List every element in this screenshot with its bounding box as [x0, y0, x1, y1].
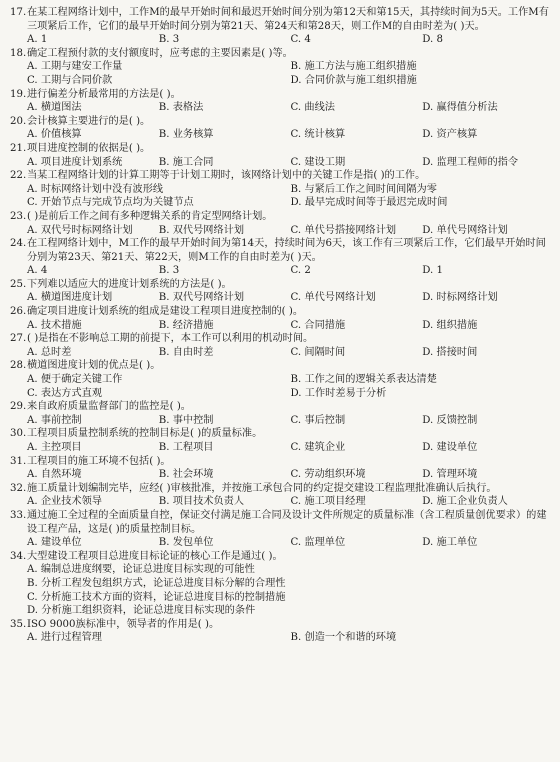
option-d: D. 监理工程师的指令 [422, 156, 519, 168]
option-d: D. 管理环境 [422, 469, 478, 481]
question-number: 25. [10, 278, 27, 290]
options [10, 291, 554, 305]
option-d: D. 建设单位 [422, 442, 478, 453]
option-b: B. 发包单位 [158, 537, 214, 549]
option-d: D. 单代号网络计划 [422, 224, 508, 236]
option-b: B. 工程项目 [158, 442, 214, 453]
option-a: A. 自然环境 [27, 469, 82, 481]
question-21 [10, 142, 554, 169]
question-stem [10, 332, 554, 346]
option-b: B. 创造一个和谐的环境 [290, 632, 397, 644]
option-b: B. 自由时差 [158, 346, 214, 358]
option-d: D. 资产核算 [422, 129, 478, 141]
question-stem [10, 482, 554, 496]
option-c: C. 劳动组织环境 [290, 469, 366, 481]
option-c: C. 建筑企业 [290, 442, 346, 453]
option-a: A. 主控项目 [27, 442, 82, 453]
question-text: 施工质量计划编制完毕，应经( )审核批准，并按施工承包合同的约定提交建设工程监理批准确认后执行。 [27, 482, 497, 494]
question-number: 35. [10, 618, 27, 630]
option-d: D. 施工单位 [422, 537, 478, 549]
option-d: D. 赢得值分析法 [422, 102, 498, 114]
options [10, 536, 554, 550]
question-text: ( )是前后工作之间有多种逻辑关系的肯定型网络计划。 [27, 210, 273, 222]
option-b: B. 双代号网络计划 [158, 224, 245, 236]
question-text: 确定项目进度计划系统的组成是建设工程项目进度控制的( )。 [27, 306, 304, 318]
option-a: A. 横道图进度计划 [27, 292, 113, 304]
options [10, 563, 554, 617]
question-number: 17. [10, 7, 27, 18]
option-a: A. 工期与建安工作量 [27, 61, 123, 73]
option-d: D. 时标网络计划 [422, 292, 498, 304]
question-text: 通过施工全过程的全面质量自控，保证交付满足施工合同及设计文件所规定的质量标准（含工程质量创优要求）的建设工程产品，这是( )的质量控制目标。 [27, 509, 547, 535]
options [10, 319, 554, 333]
options [10, 156, 554, 170]
option-c: C. 合同措施 [290, 319, 346, 331]
question-text: 大型建设工程项目总进度目标论证的核心工作是通过( )。 [27, 550, 283, 562]
question-number: 23. [10, 210, 27, 222]
options [10, 468, 554, 482]
option-c: C. 单代号搭接网络计划 [290, 224, 397, 236]
question-33 [10, 509, 554, 550]
options [10, 441, 554, 455]
question-text: 在某工程网络计划中，工作M的最早开始时间和最迟开始时间分别为第12天和第15天，其持续时间为5天。工作M有三项紧后工作，它们的最早开始时间分别为第21天、第24天和第28天，则工作M的自由时差为( )天。 [27, 7, 549, 32]
option-b: B. 事中控制 [158, 414, 214, 426]
question-19 [10, 88, 554, 115]
options [10, 631, 554, 645]
question-number: 19. [10, 88, 27, 100]
option-c: C. 分析施工技术方面的资料，论证总进度目标的控制措施 [27, 591, 286, 603]
question-text: 工程项目的施工环境不包括( )。 [27, 455, 171, 467]
question-stem [10, 88, 554, 102]
question-27 [10, 332, 554, 359]
option-b: B. 经济措施 [158, 319, 214, 331]
question-31 [10, 455, 554, 482]
option-a: A. 技术措施 [27, 319, 82, 331]
question-number: 31. [10, 455, 27, 467]
question-stem [10, 6, 554, 33]
option-b: B. 社会环境 [158, 469, 214, 481]
question-stem [10, 210, 554, 224]
question-number: 34. [10, 550, 27, 562]
question-text: 确定工程预付款的支付额度时，应考虑的主要因素是( )等。 [27, 47, 293, 59]
question-35 [10, 618, 554, 645]
question-stem [10, 47, 554, 61]
option-b: B. 工作之间的逻辑关系表达清楚 [290, 374, 437, 386]
question-number: 26. [10, 306, 27, 318]
options [10, 224, 554, 238]
option-d: D. 搭接时间 [422, 346, 478, 358]
question-text: 会计核算主要进行的是( )。 [27, 115, 151, 127]
option-a: A. 价值核算 [27, 129, 82, 141]
option-a: A. 项目进度计划系统 [27, 156, 123, 168]
question-stem [10, 550, 554, 564]
question-number: 24. [10, 238, 27, 250]
question-number: 18. [10, 47, 27, 59]
question-28 [10, 359, 554, 400]
option-a: A. 事前控制 [27, 414, 82, 426]
option-a: A. 进行过程管理 [27, 632, 102, 644]
question-text: ISO 9000族标准中，领导者的作用是( )。 [27, 618, 220, 630]
question-number: 21. [10, 142, 27, 154]
question-number: 28. [10, 360, 27, 372]
question-stem [10, 237, 554, 264]
option-b: B. 施工合同 [158, 156, 214, 168]
option-c: C. 4 [290, 34, 311, 46]
question-29 [10, 400, 554, 427]
question-25 [10, 278, 554, 305]
options [10, 101, 554, 115]
question-stem [10, 115, 554, 129]
question-30 [10, 427, 554, 454]
question-23 [10, 210, 554, 237]
question-number: 30. [10, 428, 27, 440]
option-c: C. 2 [290, 265, 311, 277]
option-c: C. 间隔时间 [290, 346, 346, 358]
option-d: D. 分析施工组织资料，论证总进度目标实现的条件 [27, 605, 256, 617]
option-b: B. 3 [158, 265, 180, 277]
question-number: 32. [10, 482, 27, 494]
option-a: A. 便于确定关键工作 [27, 374, 123, 386]
options [10, 183, 554, 210]
option-b: B. 业务核算 [158, 129, 214, 141]
question-text: 当某工程网络计划的计算工期等于计划工期时，该网络计划中的关键工作是指( )的工作。 [27, 170, 426, 182]
option-c: C. 统计核算 [290, 129, 346, 141]
option-b: B. 表格法 [158, 102, 204, 114]
question-18 [10, 47, 554, 88]
option-b: B. 双代号网络计划 [158, 292, 245, 304]
options [10, 373, 554, 400]
option-a: A. 双代号时标网络计划 [27, 224, 133, 236]
option-c: C. 开始节点与完成节点均为关键节点 [27, 197, 194, 209]
question-22 [10, 169, 554, 210]
question-number: 29. [10, 401, 27, 413]
option-d: D. 最早完成时间等于最迟完成时间 [290, 197, 448, 209]
option-a: A. 4 [27, 265, 48, 277]
question-stem [10, 359, 554, 373]
question-stem [10, 427, 554, 441]
question-number: 22. [10, 170, 27, 182]
option-a: A. 横道图法 [27, 102, 82, 114]
option-c: C. 单代号网络计划 [290, 292, 376, 304]
option-a: A. 总时差 [27, 346, 72, 358]
option-c: C. 曲线法 [290, 102, 335, 114]
question-stem [10, 400, 554, 414]
option-c: C. 表达方式直观 [27, 387, 103, 399]
option-d: D. 工作时差易于分析 [290, 387, 387, 399]
question-number: 20. [10, 115, 27, 127]
question-26 [10, 305, 554, 332]
question-17 [10, 6, 554, 47]
question-stem [10, 618, 554, 632]
option-b: B. 3 [158, 34, 180, 46]
question-text: 进行偏差分析最常用的方法是( )。 [27, 88, 181, 100]
option-d: D. 组织措施 [422, 319, 478, 331]
question-20 [10, 115, 554, 142]
option-d: D. 8 [422, 34, 444, 46]
option-b: B. 施工方法与施工组织措施 [290, 61, 417, 73]
option-a: A. 时标网络计划中没有波形线 [27, 183, 164, 195]
question-text: 来自政府质量监督部门的监控是( )。 [27, 401, 191, 413]
question-stem [10, 142, 554, 156]
options [10, 346, 554, 360]
options [10, 414, 554, 428]
option-d: D. 1 [422, 265, 444, 277]
question-stem [10, 305, 554, 319]
question-stem [10, 455, 554, 469]
options [10, 128, 554, 142]
question-32 [10, 482, 554, 509]
option-a: A. 企业技术领导 [27, 496, 102, 508]
option-b: B. 与紧后工作之间时间间隔为零 [290, 183, 437, 195]
options [10, 495, 554, 509]
question-stem [10, 278, 554, 292]
options [10, 60, 554, 87]
question-text: 横道图进度计划的优点是( )。 [27, 360, 161, 372]
question-text: ( )是指在不影响总工期的前提下，本工作可以利用的机动时间。 [27, 333, 314, 345]
question-stem [10, 169, 554, 183]
question-number: 33. [10, 509, 27, 521]
question-number: 27. [10, 333, 27, 345]
option-a: A. 1 [27, 34, 48, 46]
option-c: C. 建设工期 [290, 156, 346, 168]
option-d: D. 合同价款与施工组织措施 [290, 74, 417, 86]
option-c: C. 事后控制 [290, 414, 346, 426]
option-b: B. 分析工程发包组织方式，论证总进度目标分解的合理性 [27, 577, 286, 589]
option-d: D. 反馈控制 [422, 414, 478, 426]
option-c: C. 施工项目经理 [290, 496, 366, 508]
question-text: 在工程网络计划中，M工作的最早开始时间为第14天，持续时间为6天，该工作有三项紧后工作，它们最早开始时间分别为第23天、第21天、第22天，则M工作的自由时差为( )天。 [27, 238, 546, 263]
question-34 [10, 550, 554, 618]
option-c: C. 工期与合同价款 [27, 74, 113, 86]
question-24 [10, 237, 554, 278]
option-d: D. 施工企业负责人 [422, 496, 508, 508]
question-text: 项目进度控制的依据是( )。 [27, 142, 151, 154]
option-a: A. 建设单位 [27, 537, 82, 549]
question-text: 下列难以适应大的进度计划系统的方法是( )。 [27, 278, 232, 290]
options [10, 33, 554, 47]
question-text: 工程项目质量控制系统的控制目标是( )的质量标准。 [27, 428, 263, 440]
question-stem [10, 509, 554, 536]
option-b: B. 项目技术负责人 [158, 496, 245, 508]
option-c: C. 监理单位 [290, 537, 346, 549]
option-a: A. 编制总进度纲要，论证总进度目标实现的可能性 [27, 564, 255, 576]
options [10, 264, 554, 278]
